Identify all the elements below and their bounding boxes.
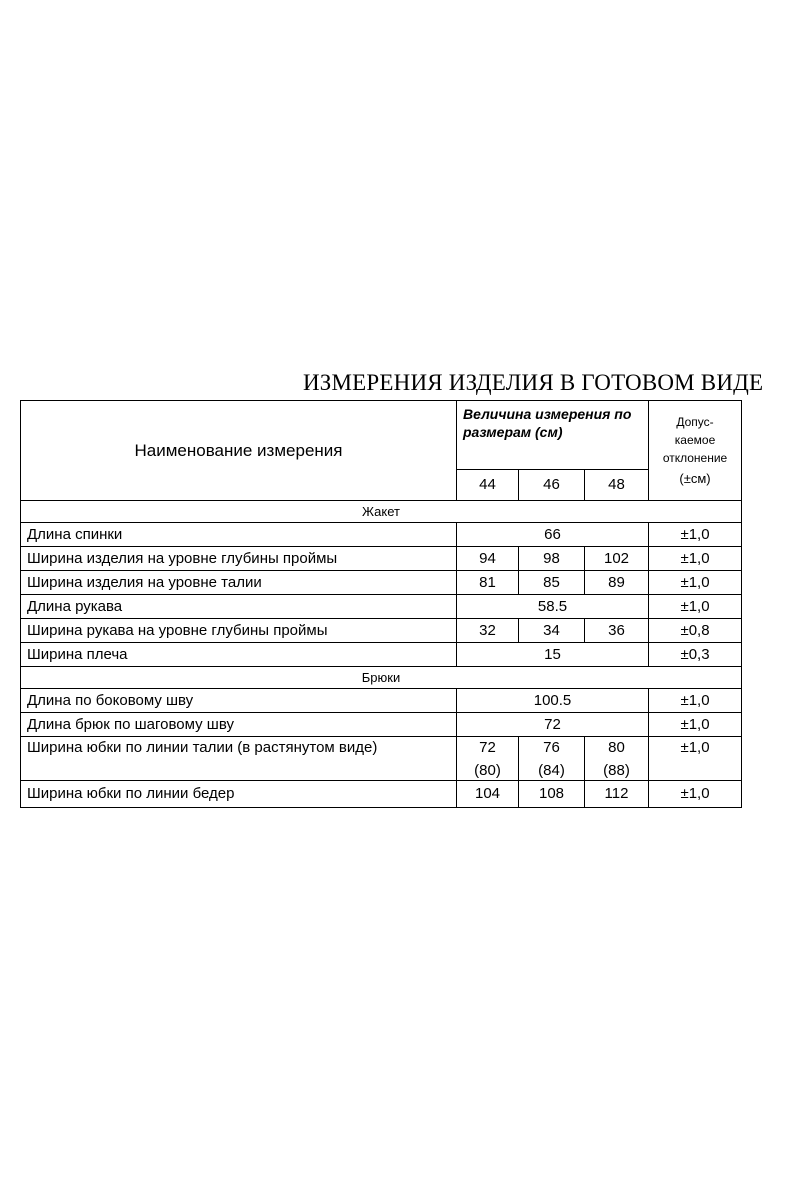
row-value-merged: 58.5 (457, 595, 649, 619)
table-row (21, 619, 742, 643)
row-tolerance: ±0,8 (649, 619, 742, 643)
row-value-44: 104 (457, 781, 519, 808)
table-row (21, 643, 742, 667)
row-name: Ширина плеча (21, 643, 457, 667)
section-row (21, 501, 742, 523)
table-row (21, 781, 742, 808)
section-label-trousers: Брюки (21, 667, 742, 689)
header-tolerance-line3: отклонение (662, 451, 728, 465)
row-value-46: 85 (519, 571, 585, 595)
row-name: Ширина юбки по линии талии (в растянутом виде) (21, 737, 457, 781)
row-name: Длина спинки (21, 523, 457, 547)
row-name: Ширина изделия на уровне талии (21, 571, 457, 595)
row-name: Ширина изделия на уровне глубины проймы (21, 547, 457, 571)
value-stretched: (80) (474, 762, 501, 779)
table-row (21, 547, 742, 571)
row-tolerance: ±1,0 (649, 523, 742, 547)
row-value-48 (585, 737, 649, 781)
table-row (21, 595, 742, 619)
header-tolerance-line4: (±см) (679, 471, 711, 486)
row-value-46 (519, 737, 585, 781)
row-value-48: 89 (585, 571, 649, 595)
table-row (21, 523, 742, 547)
row-name: Длина брюк по шаговому шву (21, 713, 457, 737)
value-main: 76 (543, 739, 560, 756)
row-value-44: 94 (457, 547, 519, 571)
table-row (21, 689, 742, 713)
header-size-group-line2: размерам (см) (463, 424, 563, 440)
header-size-group-line1: Величина измерения по (463, 406, 632, 422)
row-tolerance: ±1,0 (649, 595, 742, 619)
value-stretched: (88) (603, 762, 630, 779)
row-tolerance: ±1,0 (649, 571, 742, 595)
row-value-48: 36 (585, 619, 649, 643)
row-name: Длина рукава (21, 595, 457, 619)
table-row (21, 737, 742, 781)
table-row (21, 713, 742, 737)
header-row (21, 401, 742, 470)
measurements-table (20, 400, 742, 808)
row-value-48: 102 (585, 547, 649, 571)
row-value-44: 32 (457, 619, 519, 643)
row-tolerance: ±1,0 (649, 713, 742, 737)
value-stretched: (84) (538, 762, 565, 779)
row-value-merged: 100.5 (457, 689, 649, 713)
row-name: Длина по боковому шву (21, 689, 457, 713)
section-row (21, 667, 742, 689)
value-main: 80 (608, 739, 625, 756)
row-tolerance: ±1,0 (649, 689, 742, 713)
row-value-44: 81 (457, 571, 519, 595)
row-value-46: 98 (519, 547, 585, 571)
header-tolerance-line1: Допус- (676, 415, 714, 429)
header-size-46: 46 (519, 470, 585, 501)
table-title: ИЗМЕРЕНИЯ ИЗДЕЛИЯ В ГОТОВОМ ВИДЕ (303, 370, 764, 395)
header-size-48: 48 (585, 470, 649, 501)
row-tolerance: ±1,0 (649, 547, 742, 571)
row-value-merged: 66 (457, 523, 649, 547)
value-main: 72 (479, 739, 496, 756)
header-tolerance-line2: каемое (674, 433, 716, 447)
row-tolerance: ±1,0 (649, 781, 742, 808)
row-name: Ширина юбки по линии бедер (21, 781, 457, 808)
row-value-merged: 72 (457, 713, 649, 737)
header-size-44: 44 (457, 470, 519, 501)
row-tolerance: ±0,3 (649, 643, 742, 667)
header-measurement-name: Наименование измерения (21, 401, 457, 501)
header-size-group (457, 401, 649, 470)
row-tolerance: ±1,0 (649, 737, 742, 781)
row-name: Ширина рукава на уровне глубины проймы (21, 619, 457, 643)
row-value-merged: 15 (457, 643, 649, 667)
header-tolerance (649, 401, 742, 501)
section-label-jacket: Жакет (21, 501, 742, 523)
row-value-48: 112 (585, 781, 649, 808)
row-value-46: 108 (519, 781, 585, 808)
row-value-44 (457, 737, 519, 781)
table-row (21, 571, 742, 595)
row-value-46: 34 (519, 619, 585, 643)
